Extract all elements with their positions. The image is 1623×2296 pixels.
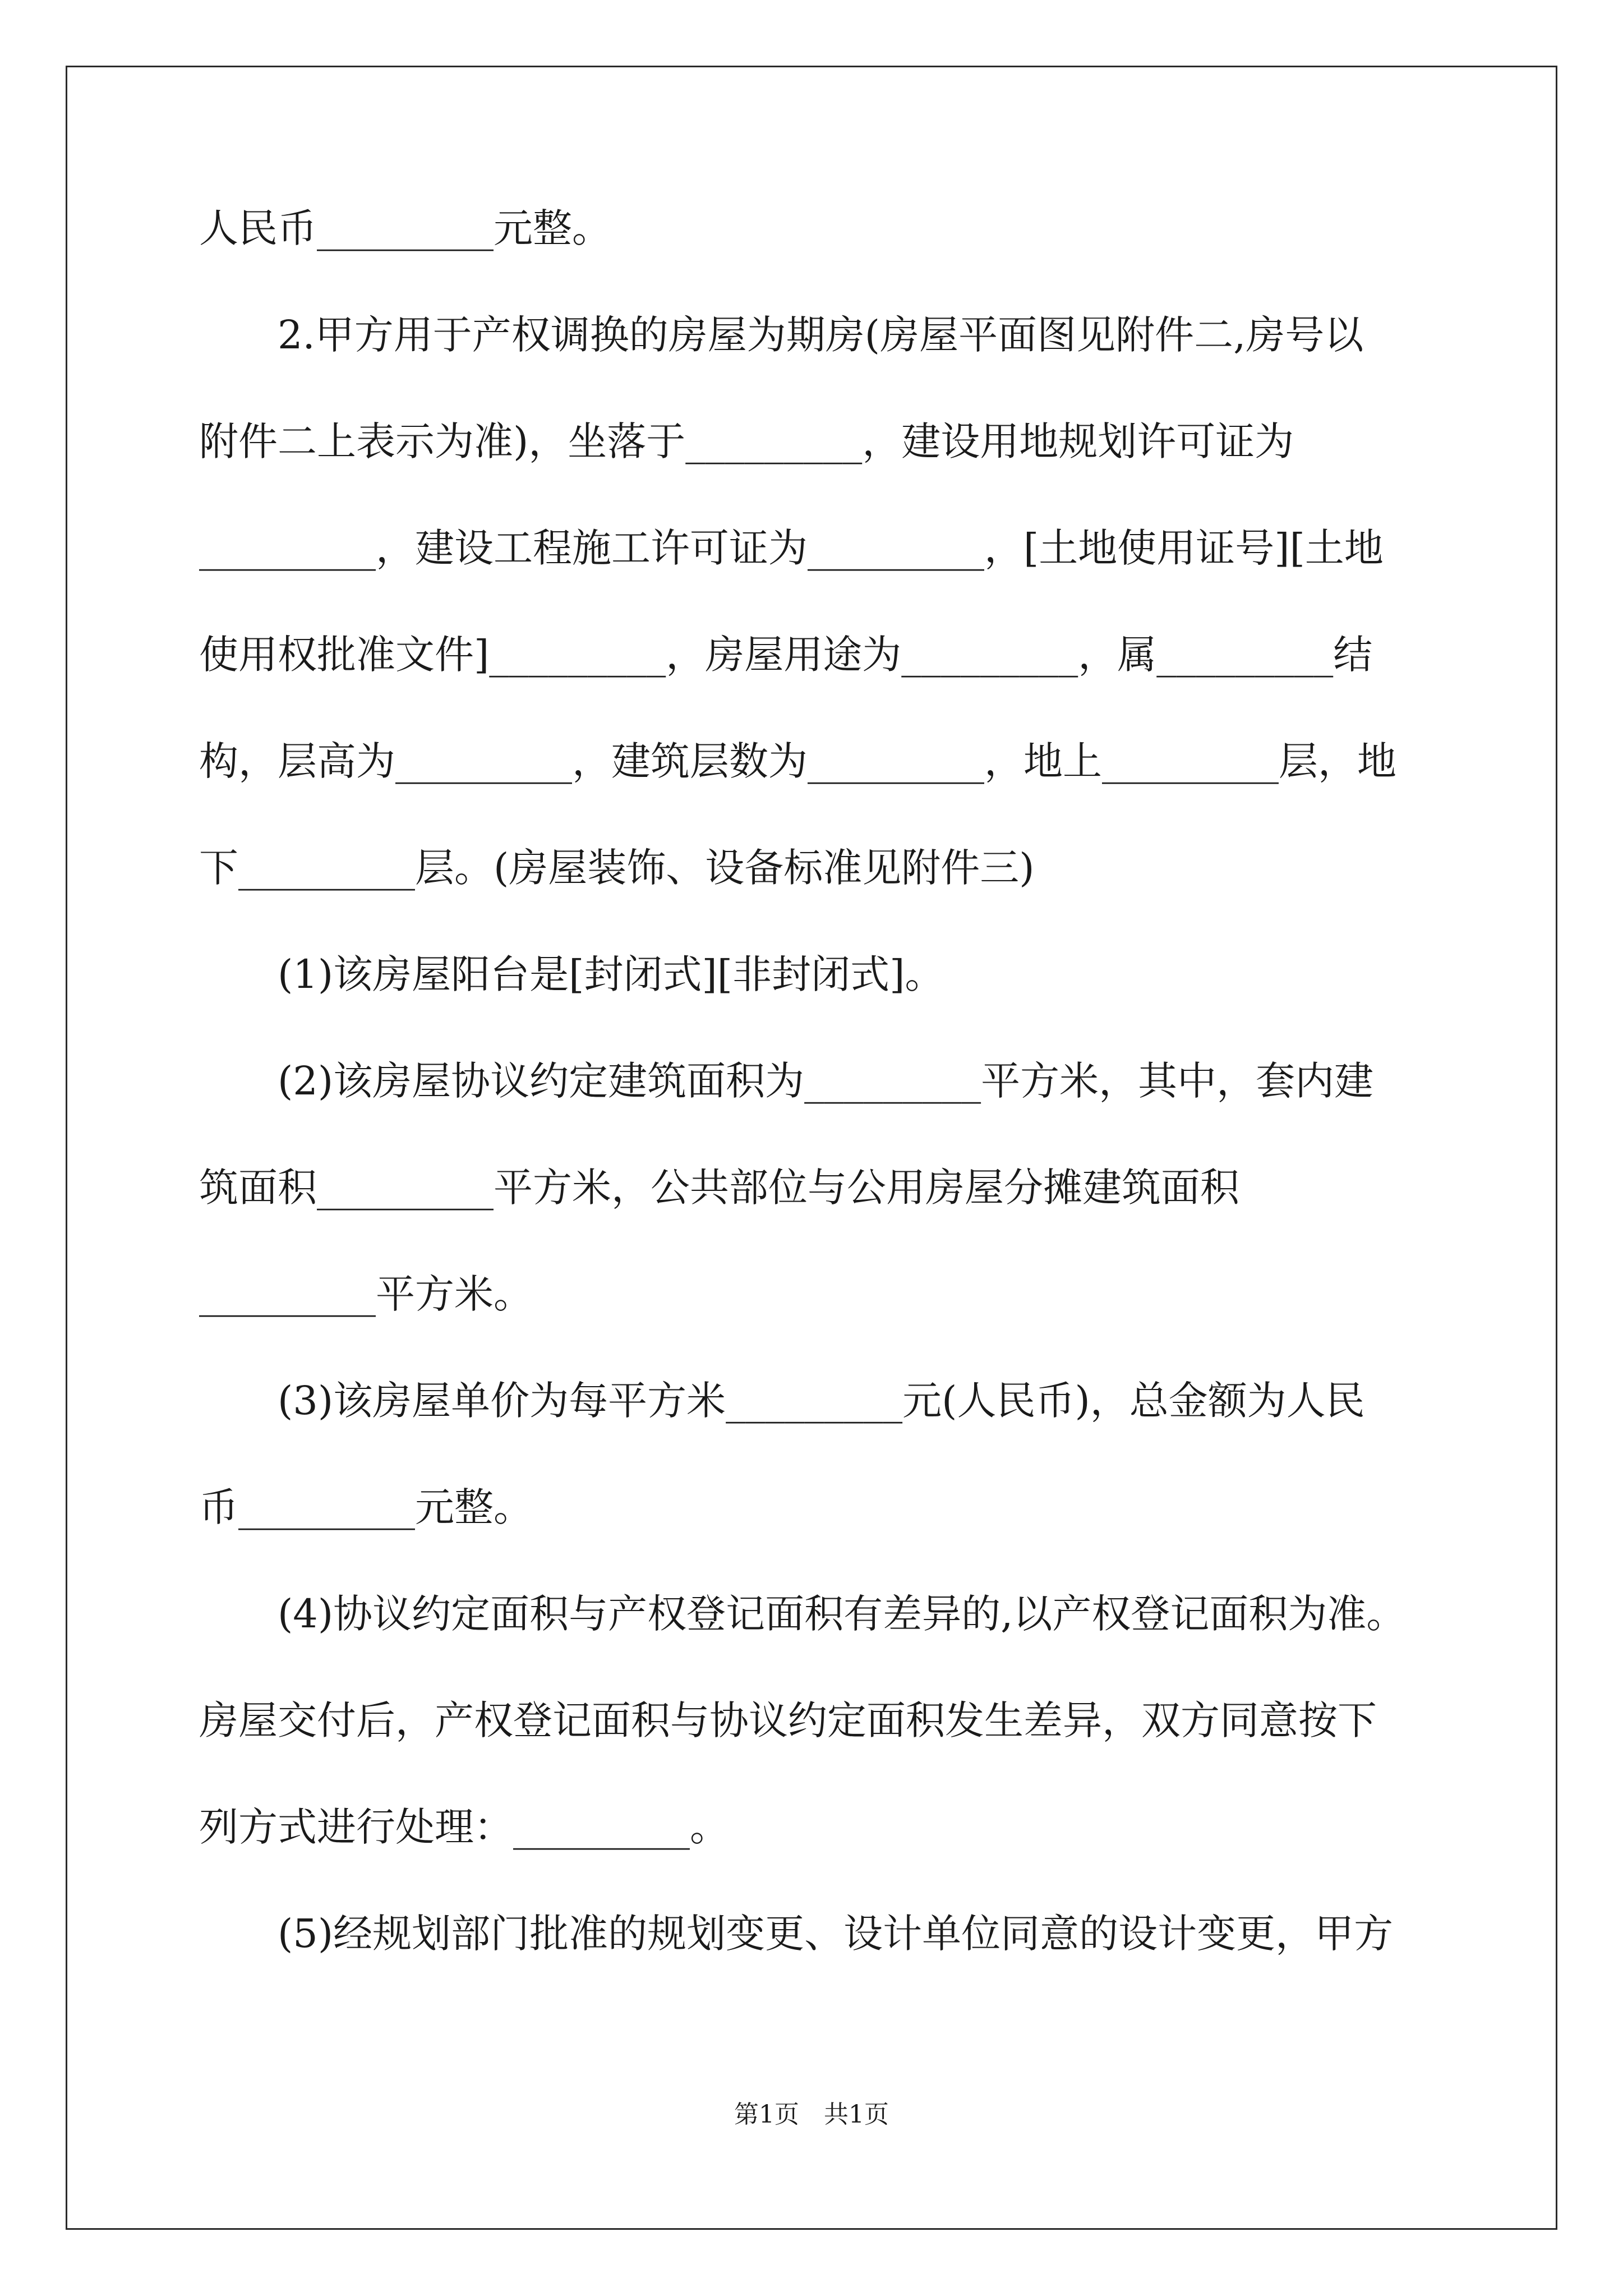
paragraph-line: _________平方米。 [199, 1271, 533, 1317]
paragraph-line: 使用权批准文件]_________，房屋用途为_________，属_________结 [199, 632, 1373, 678]
paragraph-line: 2.甲方用于产权调换的房屋为期房(房屋平面图见附件二,房号以 [278, 312, 1364, 358]
document-body [199, 202, 1424, 2014]
paragraph-line: (3)该房屋单价为每平方米_________元(人民币)，总金额为人民 [278, 1378, 1365, 1424]
paragraph-line: (1)该房屋阳台是[封闭式][非封闭式]。 [278, 951, 944, 997]
paragraph-line: (4)协议约定面积与产权登记面积有差异的,以产权登记面积为准。 [278, 1591, 1406, 1637]
paragraph-line: 附件二上表示为准)，坐落于_________，建设用地规划许可证为 [199, 418, 1294, 464]
page-number-footer: 第1页 共1页 [734, 2100, 889, 2129]
paragraph-line: (2)该房屋协议约定建筑面积为_________平方米，其中，套内建 [278, 1058, 1374, 1104]
paragraph-line: 房屋交付后，产权登记面积与协议约定面积发生差异，双方同意按下 [199, 1697, 1377, 1743]
paragraph-line: 筑面积_________平方米，公共部位与公用房屋分摊建筑面积 [199, 1165, 1239, 1211]
paragraph-line: 下_________层。(房屋装饰、设备标准见附件三) [199, 845, 1035, 891]
paragraph-line: 人民币_________元整。 [199, 205, 611, 251]
paragraph-line: _________，建设工程施工许可证为_________，[土地使用证号][土地 [199, 525, 1384, 571]
paragraph-line: 构，层高为_________，建筑层数为_________，地上_________层，地 [199, 738, 1396, 784]
paragraph-line: 币_________元整。 [199, 1484, 533, 1530]
paragraph-line: 列方式进行处理：_________。 [199, 1804, 729, 1850]
paragraph-line: (5)经规划部门批准的规划变更、设计单位同意的设计变更，甲方 [278, 1911, 1394, 1957]
